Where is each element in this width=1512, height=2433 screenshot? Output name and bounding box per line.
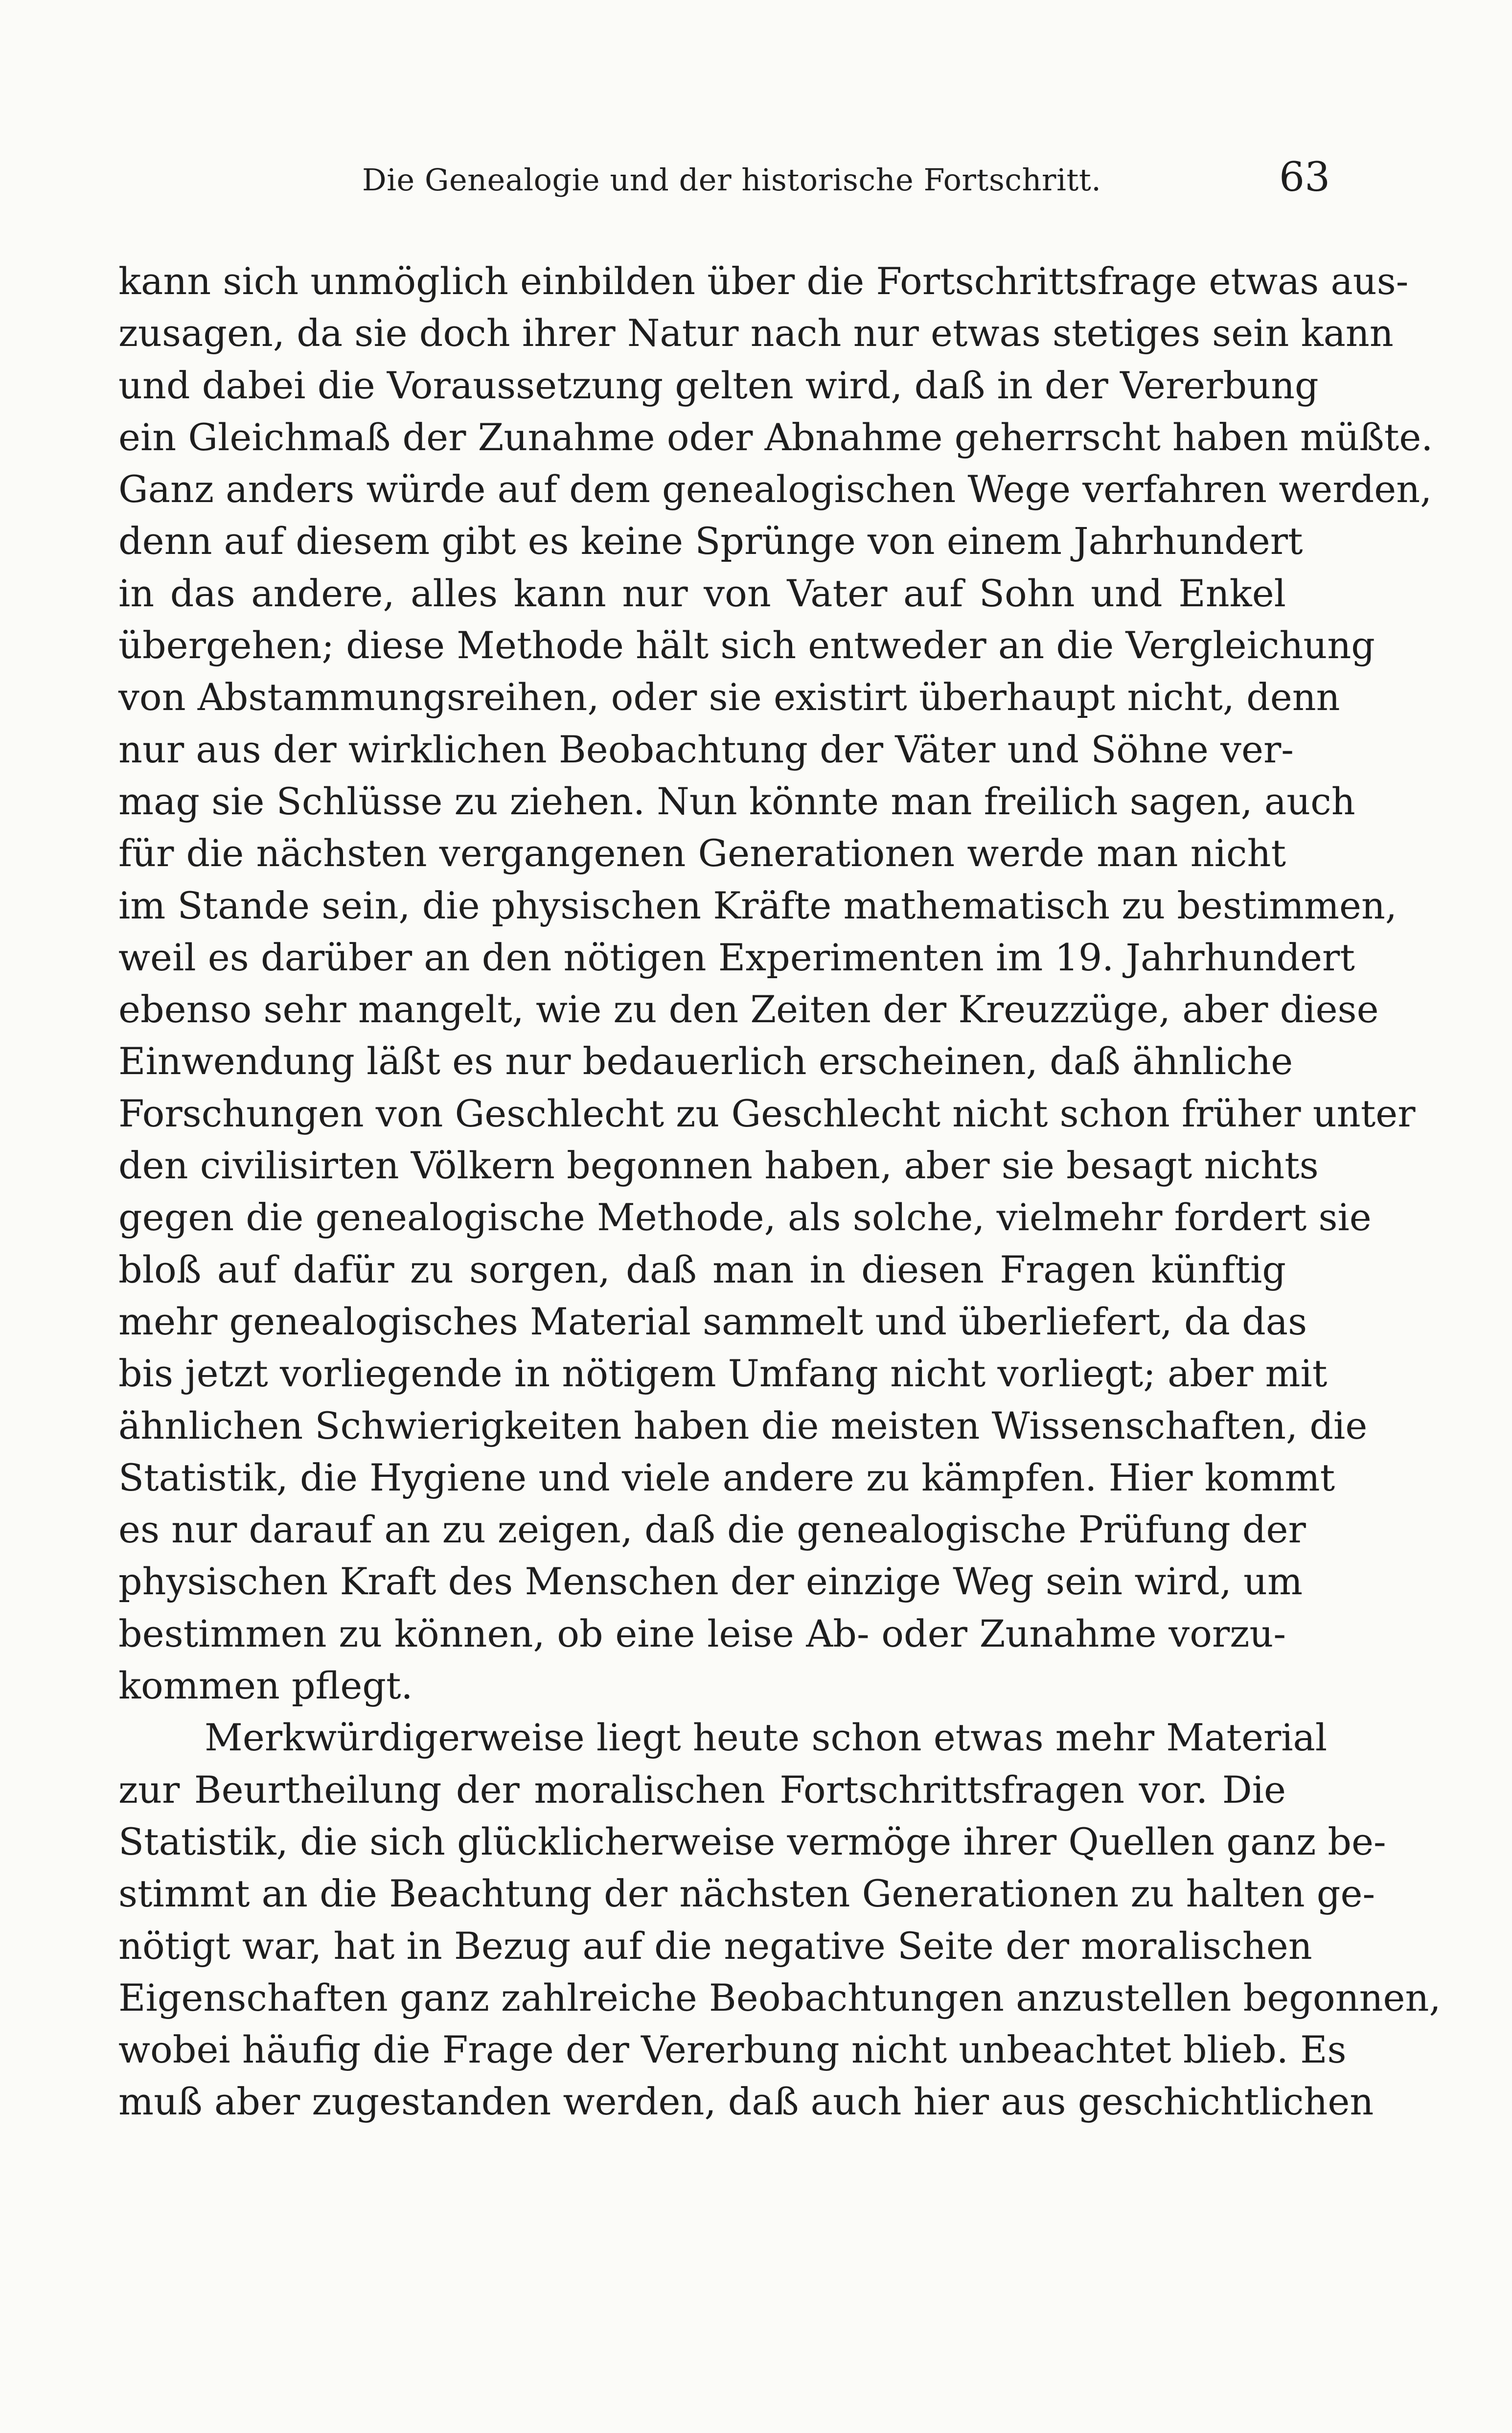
text-line: weil es darüber an den nötigen Experimenten im 19. Jahrhundert bbox=[118, 935, 1355, 979]
text-line: Statistik, die Hygiene und viele andere zu kämpfen. Hier kommt bbox=[118, 1455, 1335, 1499]
text-line: mag sie Schlüsse zu ziehen. Nun könnte man freilich sagen, auch bbox=[118, 779, 1355, 823]
text-line: den civilisirten Völkern begonnen haben, aber sie besagt nichts bbox=[118, 1144, 1319, 1188]
text-line: Eigenschaften ganz zahlreiche Beobachtungen anzustellen begonnen, bbox=[118, 1975, 1441, 2020]
text-line: ein Gleichmaß der Zunahme oder Abnahme geherrscht haben müßte. bbox=[118, 415, 1433, 459]
text-line: kann sich unmöglich einbilden über die Fortschrittsfrage etwas aus- bbox=[118, 259, 1409, 303]
text-line: ähnlichen Schwierigkeiten haben die meisten Wissenschaften, die bbox=[118, 1403, 1368, 1447]
text-line: denn auf diesem gibt es keine Sprünge von einem Jahrhundert bbox=[118, 519, 1303, 563]
running-head: Die Genealogie und der historische Fortschritt. bbox=[362, 162, 1101, 198]
text-line: übergehen; diese Methode hält sich entweder an die Vergleichung bbox=[118, 623, 1375, 667]
paragraph-start-line: Merkwürdigerweise liegt heute schon etwas mehr Material bbox=[205, 1716, 1328, 1760]
text-line: von Abstammungsreihen, oder sie existirt überhaupt nicht, denn bbox=[118, 675, 1340, 719]
text-line: zur Beurtheilung der moralischen Fortschrittsfragen vor. Die bbox=[118, 1767, 1286, 1812]
text-line: stimmt an die Beachtung der nächsten Generationen zu halten ge- bbox=[118, 1872, 1375, 1916]
text-line: Statistik, die sich glücklicherweise vermöge ihrer Quellen ganz be- bbox=[118, 1819, 1386, 1863]
text-line: Forschungen von Geschlecht zu Geschlecht nicht schon früher unter bbox=[118, 1091, 1416, 1135]
text-line: nötigt war, hat in Bezug auf die negative Seite der moralischen bbox=[118, 1924, 1312, 1968]
page-number: 63 bbox=[1279, 154, 1330, 201]
text-line: in das andere, alles kann nur von Vater auf Sohn und Enkel bbox=[118, 571, 1286, 615]
text-line: bestimmen zu können, ob eine leise Ab- oder Zunahme vorzu- bbox=[118, 1611, 1286, 1655]
text-line: im Stande sein, die physischen Kräfte mathematisch zu bestimmen, bbox=[118, 883, 1397, 927]
text-line: Ganz anders würde auf dem genealogischen Wege verfahren werden, bbox=[118, 467, 1432, 511]
text-line: mehr genealogisches Material sammelt und überliefert, da das bbox=[118, 1299, 1307, 1343]
text-line: muß aber zugestanden werden, daß auch hier aus geschichtlichen bbox=[118, 2080, 1374, 2124]
text-line: für die nächsten vergangenen Generationen werde man nicht bbox=[118, 831, 1286, 875]
text-line: Einwendung läßt es nur bedauerlich erscheinen, daß ähnliche bbox=[118, 1039, 1293, 1083]
text-line: gegen die genealogische Methode, als solche, vielmehr fordert sie bbox=[118, 1195, 1372, 1239]
text-line: bloß auf dafür zu sorgen, daß man in diesen Fragen künftig bbox=[118, 1247, 1286, 1291]
paragraph-end-line: kommen pflegt. bbox=[118, 1664, 413, 1708]
text-line: wobei häufig die Frage der Vererbung nicht unbeachtet blieb. Es bbox=[118, 2028, 1347, 2072]
text-line: zusagen, da sie doch ihrer Natur nach nur etwas stetiges sein kann bbox=[118, 311, 1394, 355]
text-line: physischen Kraft des Menschen der einzige Weg sein wird, um bbox=[118, 1560, 1303, 1604]
body-text bbox=[118, 255, 1441, 2128]
text-line: und dabei die Voraussetzung gelten wird, daß in der Vererbung bbox=[118, 363, 1319, 407]
text-line: bis jetzt vorliegende in nötigem Umfang nicht vorliegt; aber mit bbox=[118, 1352, 1328, 1396]
text-line: es nur darauf an zu zeigen, daß die genealogische Prüfung der bbox=[118, 1508, 1306, 1552]
text-line: nur aus der wirklichen Beobachtung der Väter und Söhne ver- bbox=[118, 727, 1294, 771]
text-line: ebenso sehr mangelt, wie zu den Zeiten der Kreuzzüge, aber diese bbox=[118, 987, 1379, 1032]
